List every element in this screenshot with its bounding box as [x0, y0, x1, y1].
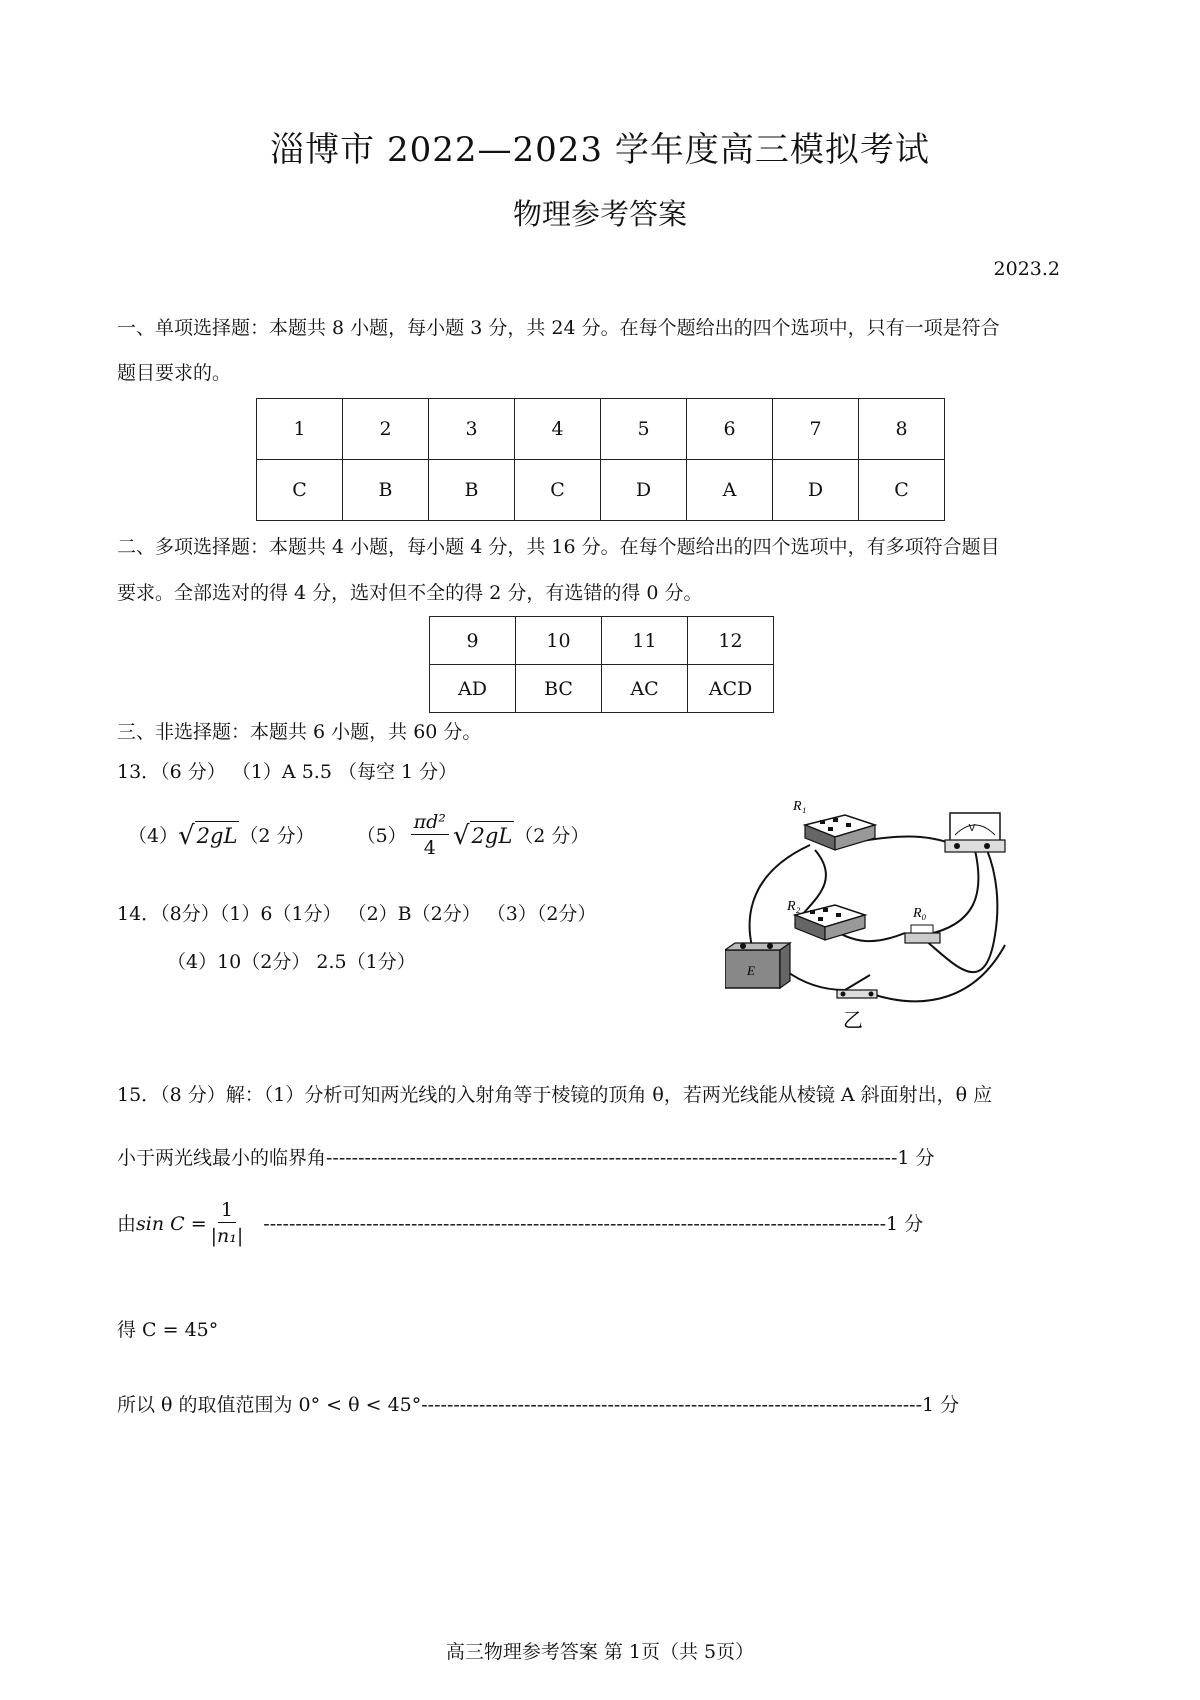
- table-cell: 7: [773, 399, 859, 460]
- section2-intro-line1: 二、多项选择题：本题共 4 小题，每小题 4 分，共 16 分。在每个题给出的四个选项中，有多项符合题目: [117, 536, 1000, 558]
- table-cell: 5: [601, 399, 687, 460]
- q15-line1: 15．（8 分）解：（1）分析可知两光线的入射角等于棱镜的顶角 θ，若两光线能从棱镜 A 斜面射出，θ 应: [117, 1084, 993, 1106]
- table-cell: 11: [602, 617, 688, 665]
- table-cell: D: [601, 460, 687, 521]
- table-cell: 10: [516, 617, 602, 665]
- single-choice-answer-table: [256, 398, 945, 521]
- q13-part4-score: （2 分）: [239, 824, 315, 847]
- table-cell: BC: [516, 665, 602, 713]
- section1-intro-line1: 一、单项选择题：本题共 8 小题，每小题 3 分，共 24 分。在每个题给出的四个选项中，只有一项是符合: [117, 317, 1000, 339]
- table-cell: A: [687, 460, 773, 521]
- q13-part5-label: （5）: [356, 824, 407, 847]
- q15-line5: 所以 θ 的取值范围为 0° < θ < 45°------------------------------------------------------------------------------1 分: [117, 1394, 960, 1416]
- q15-line3-prefix: 由: [117, 1212, 137, 1235]
- table-cell: AD: [430, 665, 516, 713]
- battery-label: E: [747, 963, 755, 978]
- switch: [837, 975, 877, 998]
- q13-part5-score: （2 分）: [514, 824, 590, 847]
- q15-line2: 小于两光线最小的临界角-----------------------------------------------------------------------------------------1 分: [117, 1147, 935, 1169]
- table-row-answers: [430, 665, 774, 713]
- table-cell: 2: [343, 399, 429, 460]
- diagram-caption: 乙: [843, 1008, 863, 1032]
- q13-line2: [128, 810, 589, 861]
- table-cell: C: [257, 460, 343, 521]
- page-footer: 高三物理参考答案 第 1页（共 5页）: [445, 1641, 755, 1663]
- fraction: [411, 810, 449, 861]
- resistor-r0: [905, 925, 940, 943]
- formula-sinc: sin C =: [136, 1212, 207, 1235]
- fraction-denominator: 4: [423, 837, 436, 859]
- sqrt-expression: [453, 821, 514, 851]
- circuit-diagram: [725, 795, 1055, 1035]
- fraction-numerator: πd²: [411, 810, 449, 835]
- sqrt-expression: [178, 821, 239, 851]
- q15-line3: [117, 1198, 923, 1249]
- wire: [925, 850, 997, 972]
- table-row-questions: [257, 399, 945, 460]
- section3-heading: 三、非选择题：本题共 6 小题，共 60 分。: [117, 721, 482, 743]
- q15-line4: 得 C = 45°: [117, 1319, 219, 1341]
- table-row-questions: [430, 617, 774, 665]
- table-cell: AC: [602, 665, 688, 713]
- section1-intro-line2: 题目要求的。: [117, 362, 232, 384]
- table-cell: C: [515, 460, 601, 521]
- q15-line3-dashes: -------------------------------------------------------------------------------------------------1 分: [263, 1212, 924, 1235]
- page-subtitle: 物理参考答案: [512, 197, 687, 231]
- table-cell: 1: [257, 399, 343, 460]
- table-cell: 9: [430, 617, 516, 665]
- table-cell: 12: [688, 617, 774, 665]
- radical-sign: √: [178, 820, 195, 851]
- fraction: [211, 1198, 244, 1249]
- q14-line2: （4）10（2分） 2.5（1分）: [167, 951, 416, 973]
- q13-line1: 13．（6 分） （1）A 5.5 （每空 1 分）: [117, 761, 458, 783]
- page-title: 淄博市 2022—2023 学年度高三模拟考试: [270, 130, 930, 170]
- resistor-box-r1: [805, 815, 875, 850]
- fraction-numerator: 1: [218, 1198, 236, 1223]
- wire: [785, 970, 845, 990]
- r0-label: R₀: [913, 906, 927, 921]
- voltmeter-label: V: [968, 823, 976, 834]
- multi-choice-answer-table: [429, 616, 774, 713]
- table-cell: B: [343, 460, 429, 521]
- table-cell: 6: [687, 399, 773, 460]
- q13-part4-label: （4）: [128, 824, 179, 847]
- table-cell: 8: [859, 399, 945, 460]
- wire: [925, 850, 978, 935]
- r1-label: R₁: [793, 799, 807, 814]
- table-cell: ACD: [688, 665, 774, 713]
- date-label: 2023.2: [993, 258, 1060, 280]
- battery: [725, 943, 790, 988]
- table-cell: 4: [515, 399, 601, 460]
- r2-label: R₂: [787, 899, 801, 914]
- radical-sign: √: [452, 820, 470, 851]
- table-cell: C: [859, 460, 945, 521]
- radicand: 2gL: [470, 821, 515, 851]
- table-cell: 3: [429, 399, 515, 460]
- fraction-denominator: |n₁|: [210, 1225, 244, 1247]
- q14-line1: 14．（8分）（1）6（1分） （2）B（2分） （3）（2分）: [117, 903, 597, 925]
- table-row-answers: [257, 460, 945, 521]
- radicand: 2gL: [195, 821, 240, 851]
- table-cell: B: [429, 460, 515, 521]
- section2-intro-line2: 要求。全部选对的得 4 分，选对但不全的得 2 分，有选错的得 0 分。: [117, 582, 703, 604]
- table-cell: D: [773, 460, 859, 521]
